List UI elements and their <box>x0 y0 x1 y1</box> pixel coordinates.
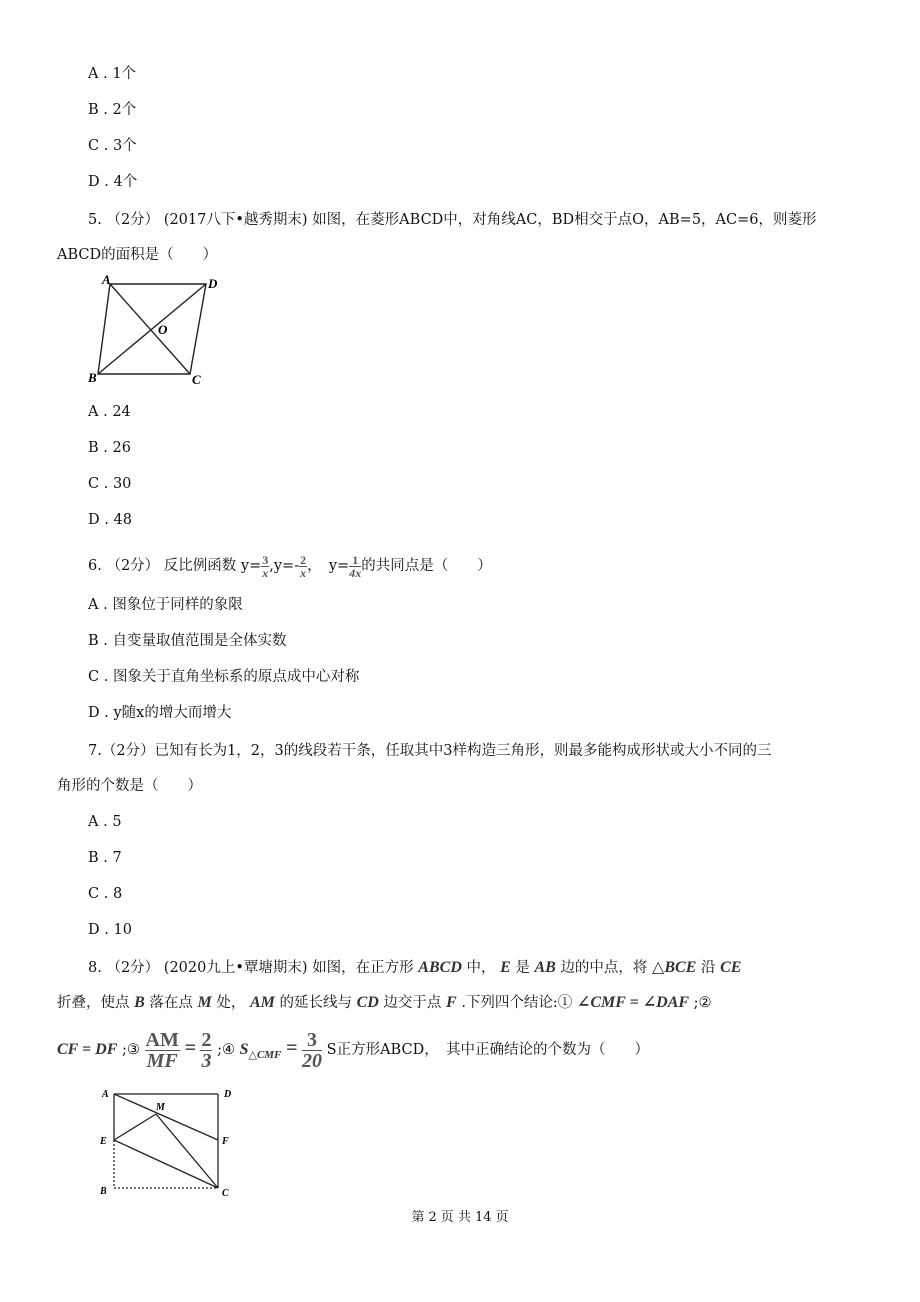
label-a: A <box>102 272 111 287</box>
label-a: A <box>102 1089 109 1100</box>
q5-option-b: B . 26 <box>88 440 131 456</box>
q8-square-figure <box>94 1082 244 1200</box>
q7-stem-line2: 角形的个数是（ ） <box>57 778 202 794</box>
q8-number: 8. <box>88 960 102 976</box>
q5-score: （2分） <box>106 212 160 228</box>
q6-option-b: B . 自变量取值范围是全体实数 <box>88 633 287 649</box>
q6-option-a: A . 图象位于同样的象限 <box>88 597 243 613</box>
q5-stem-line2: ABCD的面积是（ ） <box>57 247 218 263</box>
q5-option-d: D . 48 <box>88 512 132 528</box>
q7-option-b: B . 7 <box>88 850 122 866</box>
diagonal-bd <box>98 284 206 374</box>
q6-score: （2分） <box>106 558 160 574</box>
q6-option-c: C . 图象关于直角坐标系的原点成中心对称 <box>88 669 360 685</box>
q4-option-c: C . 3个 <box>88 138 137 154</box>
q7-number: 7. <box>88 743 102 759</box>
q8-stem-line2: 折叠，使点 B 落在点 M 处， AM 的延长线与 CD 边交于点 F .下列四个结论:① ∠CMF = ∠DAF ;② <box>57 994 712 1011</box>
q4-option-b: B . 2个 <box>88 102 137 118</box>
label-d: D <box>224 1089 232 1100</box>
label-o: O <box>158 322 168 337</box>
q5-source: (2017八下•越秀期末) <box>163 212 308 228</box>
label-e: E <box>100 1136 107 1147</box>
segment-ec <box>114 1140 218 1188</box>
label-f: F <box>222 1136 229 1147</box>
q5-option-a: A . 24 <box>88 404 131 420</box>
diagonal-ac <box>110 284 190 374</box>
fraction-2-over-x: $\frac{2}{x}$ <box>300 552 307 580</box>
q7-stem-line1: 7.（2分）已知有长为1，2，3的线段若干条，任取其中3样构造三角形，则最多能构成形状或大小不同的三 <box>88 743 772 759</box>
q7-option-d: D . 10 <box>88 922 132 938</box>
q7-option-a: A . 5 <box>88 814 122 830</box>
label-c: C <box>222 1188 229 1199</box>
label-d: D <box>208 276 218 291</box>
q8-source: (2020九上•覃塘期末) <box>163 960 308 976</box>
fraction-3-over-20: $\frac{3}{20}$ <box>302 1028 323 1072</box>
page-footer: 第 2 页 共 14 页 <box>411 1210 509 1225</box>
q5-number: 5. <box>88 212 102 228</box>
segment-em <box>114 1114 156 1140</box>
label-c: C <box>192 372 201 387</box>
q4-option-a: A . 1个 <box>88 66 137 82</box>
q5-rhombus-figure <box>82 272 232 388</box>
fraction-1-over-4x: $\frac{1}{4x}$ <box>349 552 362 580</box>
label-m: M <box>156 1102 165 1113</box>
q7-score: （2分） <box>101 743 155 759</box>
q8-score: （2分） <box>106 960 160 976</box>
q5-option-c: C . 30 <box>88 476 132 492</box>
q5-text: 如图，在菱形ABCD中，对角线AC，BD相交于点O，AB=5，AC=6，则菱形 <box>312 212 817 228</box>
q5-stem-line1 <box>88 210 816 230</box>
q4-option-d: D . 4个 <box>88 174 138 190</box>
q7-option-c: C . 8 <box>88 886 123 902</box>
q6-option-d: D . y随x的增大而增大 <box>88 705 232 721</box>
label-b: B <box>88 370 97 385</box>
segment-mc <box>156 1114 218 1188</box>
q8-stem-line1: 8. （2分） (2020九上•覃塘期末) 如图，在正方形 ABCD 中， E 是 AB 边的中点，将 △BCE 沿 CE <box>88 959 742 976</box>
q8-stem-line3: CF = DF ;③ $\frac{AM}{MF}$ = $\frac{2}{3}$ ;④ $S_{\triangle CMF}$ = $\frac{3}{20}$ S正方形ABCD， 其中正确结论的个数为（ ） <box>57 1028 649 1072</box>
fraction-3-over-x: $\frac{3}{x}$ <box>262 552 269 580</box>
total-pages: 14 <box>474 1210 492 1225</box>
q6-stem: 6. （2分） 反比例函数 y= $\frac{3}{x}$ ,y=- $\frac{2}{x}$ ， y= $\frac{1}{4x}$ 的共同点是（ ） <box>88 552 492 580</box>
current-page: 2 <box>428 1210 437 1225</box>
label-b: B <box>100 1186 107 1197</box>
q6-number: 6. <box>88 558 102 574</box>
segment-af <box>114 1094 218 1140</box>
fraction-2-over-3: $\frac{2}{3}$ <box>201 1028 212 1072</box>
fraction-am-over-mf: $\frac{AM}{MF}$ <box>145 1028 179 1072</box>
